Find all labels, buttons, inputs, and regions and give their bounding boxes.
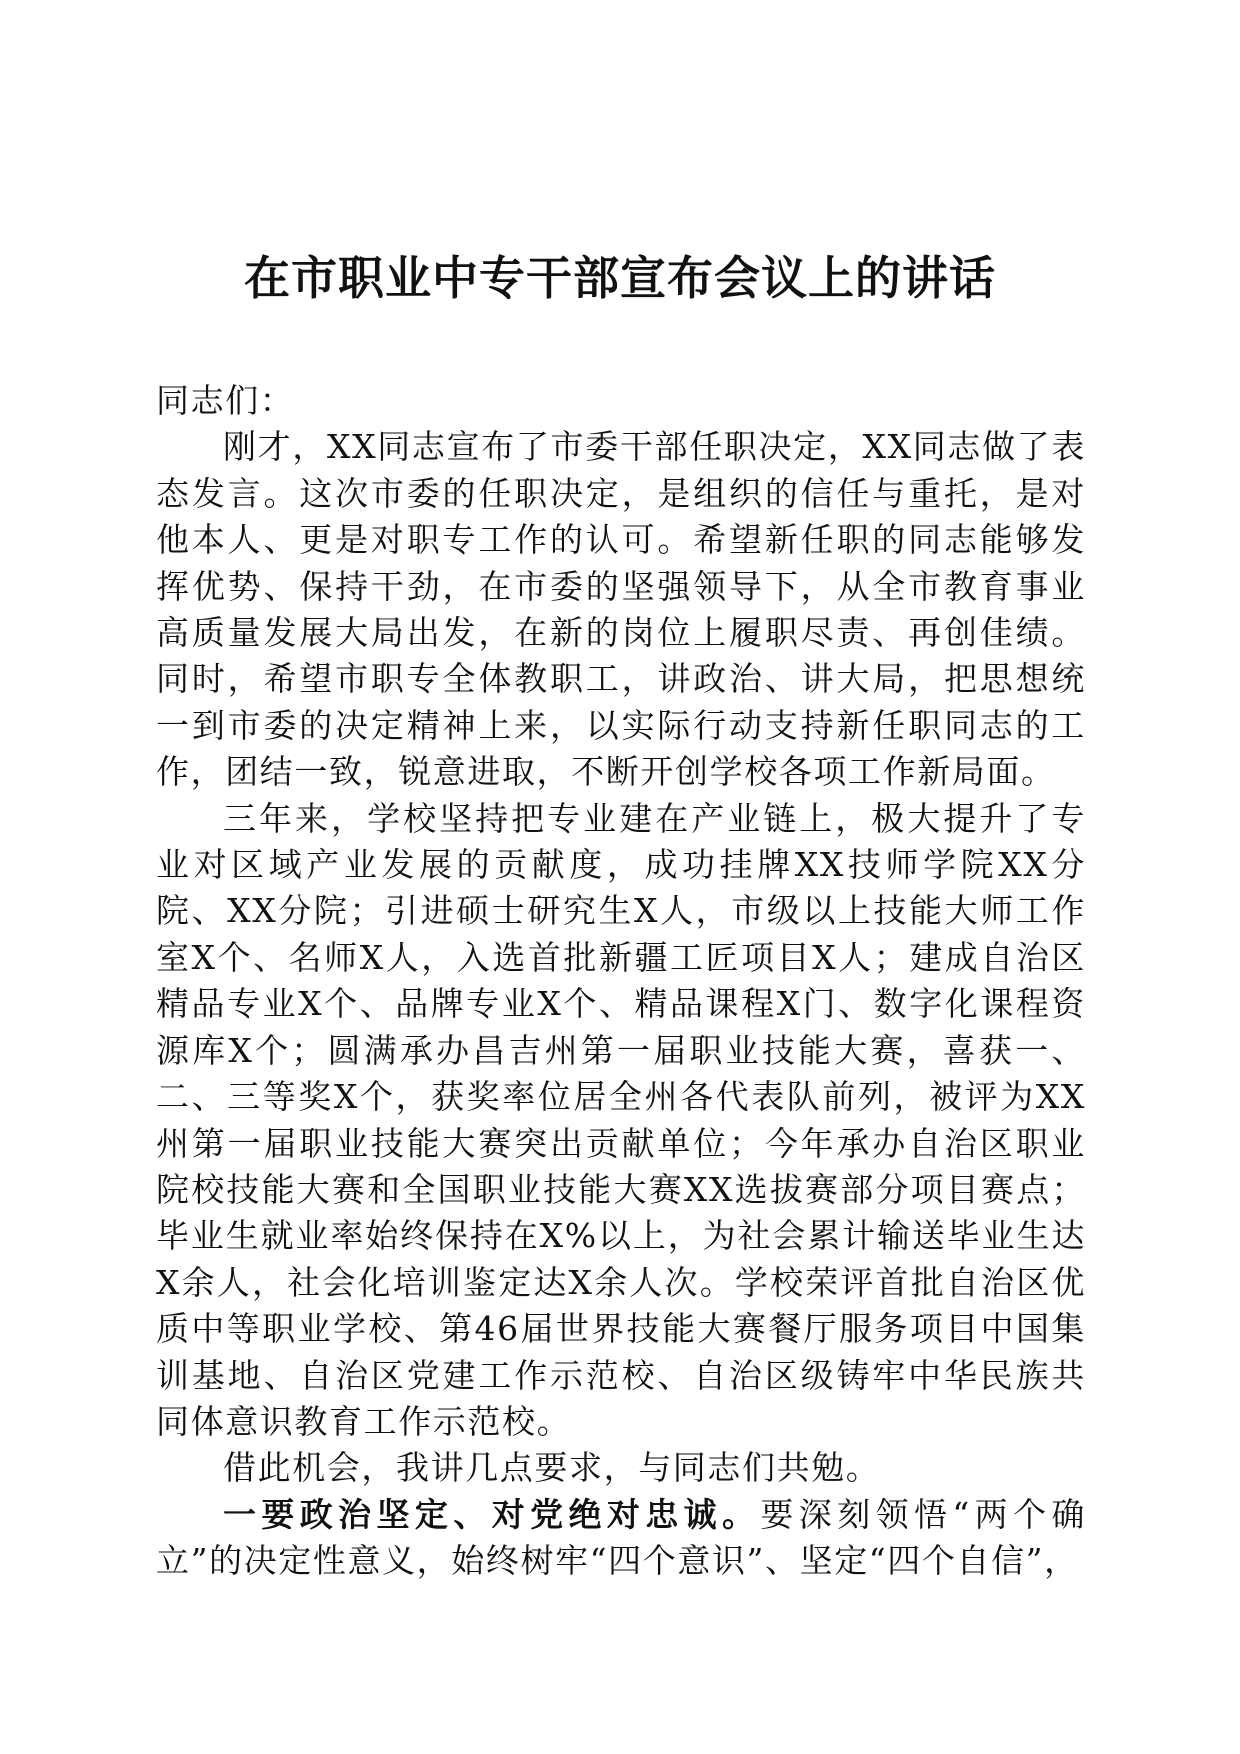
page-title: 在市职业中专干部宣布会议上的讲话	[244, 251, 996, 305]
speech-body	[156, 378, 1086, 1585]
paragraph-opening: 刚才，XX同志宣布了市委干部任职决定，XX同志做了表态发言。这次市委的任职决定，是组织的信任与重托，是对他本人、更是对职专工作的认可。希望新任职的同志能够发挥优势、保持干劲，在市委的坚强领导下，从全市教育事业高质量发展大局出发，在新的岗位上履职尽责、再创佳绩。同时，希望市职专全体教职工，讲政治、讲大局，把思想统一到市委的决定精神上来，以实际行动支持新任职同志的工作，团结一致，锐意进取，不断开创学校各项工作新局面。	[156, 427, 1086, 792]
point-one-text: 要深刻领悟“两个确立”的决定性意义，始终树牢“四个意识”、坚定“四个自信”，	[156, 1494, 1086, 1581]
paragraph-achievements: 三年来，学校坚持把专业建在产业链上，极大提升了专业对区域产业发展的贡献度，成功挂牌XX技师学院XX分院、XX分院；引进硕士研究生X人，市级以上技能大师工作室X个、名师X人，入选首批新疆工匠项目X人；建成自治区精品专业X个、品牌专业X个、精品课程X门、数字化课程资源库X个；圆满承办昌吉州第一届职业技能大赛，喜获一、二、三等奖X个，获奖率位居全州各代表队前列，被评为XX州第一届职业技能大赛突出贡献单位；今年承办自治区职业院校技能大赛和全国职业技能大赛XX选拔赛部分项目赛点；毕业生就业率始终保持在X%以上，为社会累计输送毕业生达X余人，社会化培训鉴定达X余人次。学校荣评首批自治区优质中等职业学校、第46届世界技能大赛餐厅服务项目中国集训基地、自治区党建工作示范校、自治区级铸牢中华民族共同体意识教育工作示范校。	[156, 798, 1086, 1441]
salutation: 同志们：	[156, 381, 295, 420]
point-one-heading: 一要政治坚定、对党绝对忠诚。	[223, 1494, 761, 1534]
paragraph-point-one	[156, 1492, 1086, 1585]
paragraph-transition: 借此机会，我讲几点要求，与同志们共勉。	[223, 1448, 881, 1488]
